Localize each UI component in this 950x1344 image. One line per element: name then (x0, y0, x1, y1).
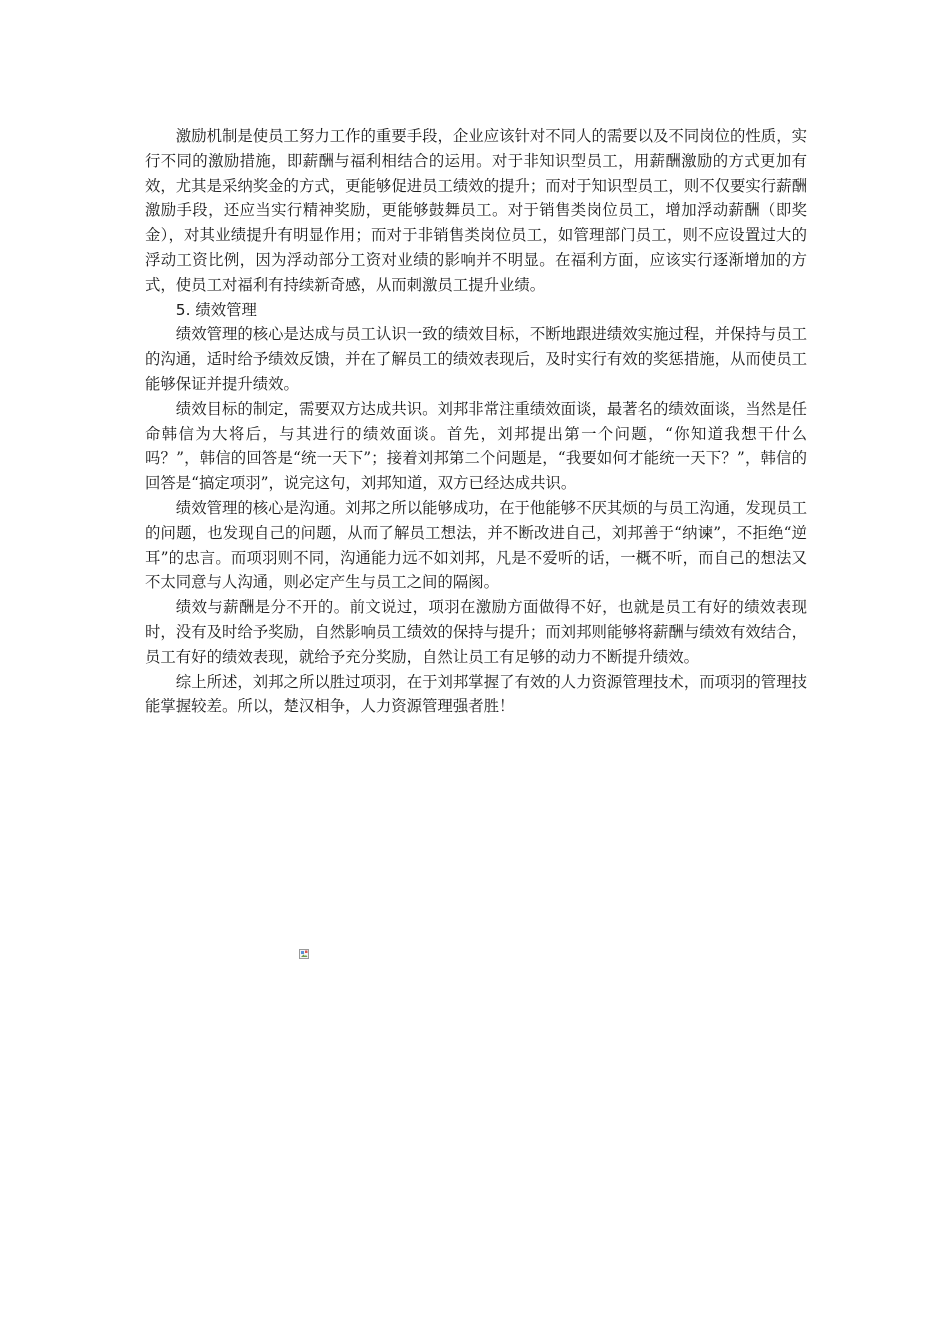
paragraph-performance-goals: 绩效目标的制定，需要双方达成共识。刘邦非常注重绩效面谈，最著名的绩效面谈，当然是任命韩信为大将后，与其进行的绩效面谈。首先，刘邦提出第一个问题，“你知道我想干什么吗？”，韩信的回答是“统一天下”；接着刘邦第二个问题是，“我要如何才能统一天下？”，韩信的回答是“搞定项羽”，说完这句，刘邦知道，双方已经达成共识。 (145, 399, 807, 493)
document-body (145, 124, 807, 719)
paragraph-communication: 绩效管理的核心是沟通。刘邦之所以能够成功，在于他能够不厌其烦的与员工沟通，发现员工的问题，也发现自己的问题，从而了解员工想法，并不断改进自己，刘邦善于“纳谏”，不拒绝“逆耳”的忠言。而项羽则不同，沟通能力远不如刘邦，凡是不爱听的话，一概不听，而自己的想法又不太同意与人沟通，则必定产生与员工之间的隔阂。 (145, 498, 807, 592)
paragraph-incentive-mechanism: 激励机制是使员工努力工作的重要手段，企业应该针对不同人的需要以及不同岗位的性质，实行不同的激励措施，即薪酬与福利相结合的运用。对于非知识型员工，用薪酬激励的方式更加有效，尤其是采纳奖金的方式，更能够促进员工绩效的提升；而对于知识型员工，则不仅要实行薪酬激励手段，还应当实行精神奖励，更能够鼓舞员工。对于销售类岗位员工，增加浮动薪酬（即奖金），对其业绩提升有明显作用；而对于非销售类岗位员工，如管理部门员工，则不应设置过大的浮动工资比例，因为浮动部分工资对业绩的影响并不明显。在福利方面，应该实行逐渐增加的方式，使员工对福利有持续新奇感，从而刺激员工提升业绩。 (145, 127, 807, 294)
paragraph-performance-core: 绩效管理的核心是达成与员工认识一致的绩效目标，不断地跟进绩效实施过程，并保持与员工的沟通，适时给予绩效反馈，并在了解员工的绩效表现后，及时实行有效的奖惩措施，从而使员工能够保证并提升绩效。 (145, 325, 807, 393)
section-heading-performance-management: 5. 绩效管理 (175, 300, 257, 319)
broken-image-icon (299, 944, 309, 954)
paragraph-conclusion: 综上所述，刘邦之所以胜过项羽，在于刘邦掌握了有效的人力资源管理技术，而项羽的管理技能掌握较差。所以，楚汉相争，人力资源管理强者胜！ (145, 672, 807, 716)
paragraph-performance-pay: 绩效与薪酬是分不开的。前文说过，项羽在激励方面做得不好，也就是员工有好的绩效表现时，没有及时给予奖励，自然影响员工绩效的保持与提升；而刘邦则能够将薪酬与绩效有效结合，员工有好的绩效表现，就给予充分奖励，自然让员工有足够的动力不断提升绩效。 (145, 598, 807, 666)
